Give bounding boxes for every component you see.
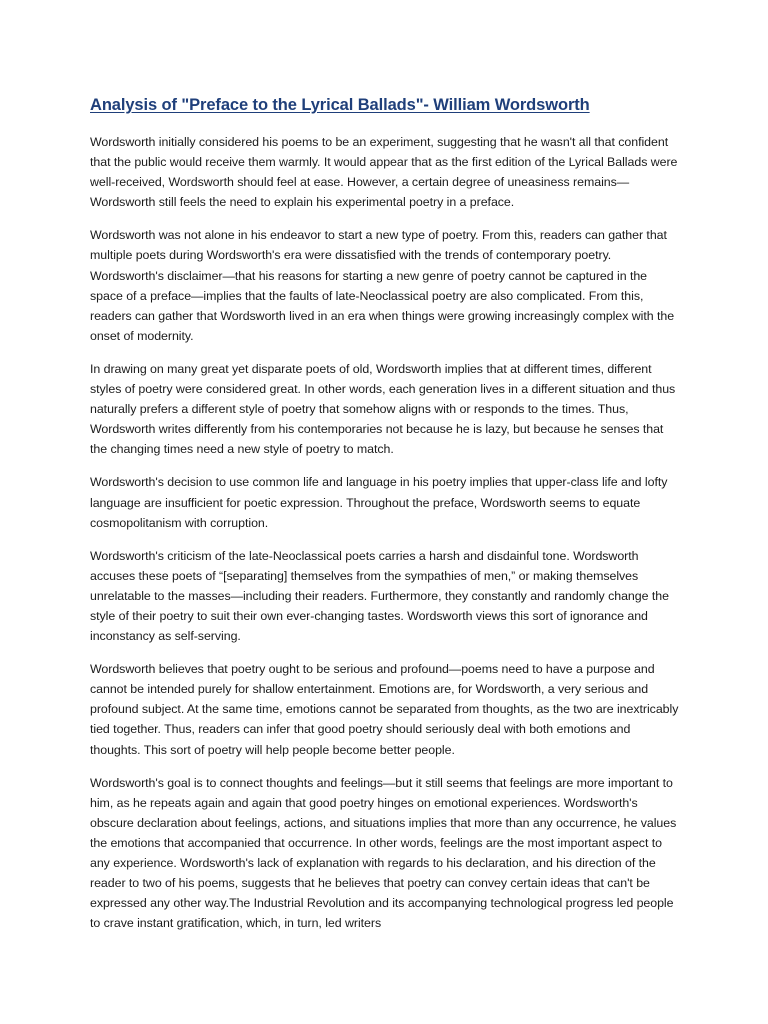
paragraph: Wordsworth believes that poetry ought to be serious and profound—poems need to have a purpose and cannot be intended purely for shallow entertainment. Emotions are, for Wordsworth, a very serious and profound subject. At the same time, emotions cannot be separated from thoughts, as the two are inextricably tied together. Thus, readers can infer that good poetry should seriously deal with both emotions and thoughts. This sort of poetry will help people become better people. bbox=[90, 662, 679, 757]
paragraph: In drawing on many great yet disparate poets of old, Wordsworth implies that at different times, different styles of poetry were considered great. In other words, each generation lives in a different situation and thus naturally prefers a different style of poetry that somehow aligns with or responds to the times. Thus, Wordsworth writes differently from his contemporaries not because he is lazy, but because he senses that the changing times need a new style of poetry to match. bbox=[90, 361, 676, 457]
paragraph: Wordsworth's criticism of the late-Neoclassical poets carries a harsh and disdainful tone. Wordsworth accuses these poets of “[separating] themselves from the sympathies of men,” or making themselves unrelatable to the masses—including their readers. Furthermore, they constantly and randomly change the style of their poetry to suit their own ever-changing tastes. Wordsworth views this sort of ignorance and inconstancy as self-serving. bbox=[90, 548, 669, 644]
document-title: Analysis of "Preface to the Lyrical Ballads"- William Wordsworth bbox=[90, 96, 590, 114]
document-body bbox=[90, 94, 680, 946]
paragraph: Wordsworth's decision to use common life and language in his poetry implies that upper-class life and lofty language are insufficient for poetic expression. Throughout the preface, Wordsworth seems to equate cosmopolitanism with corruption. bbox=[90, 475, 668, 530]
paragraph: Wordsworth's goal is to connect thoughts and feelings—but it still seems that feelings are more important to him, as he repeats again and again that good poetry hinges on emotional experiences. Wordsworth's obscure declaration about feelings, actions, and situations implies that more than any occurrence, he values the emotions that accompanied that occurrence. In other words, feelings are the most important aspect to any experience. Wordsworth's lack of explanation with regards to his declaration, and his direction of the reader to two of his poems, suggests that he believes that poetry can convey certain ideas that can't be expressed any other way.The Industrial Revolution and its accompanying technological progress led people to crave instant gratification, which, in turn, led writers bbox=[90, 775, 677, 931]
paragraph: Wordsworth initially considered his poems to be an experiment, suggesting that he wasn't all that confident that the public would receive them warmly. It would appear that as the first edition of the Lyrical Ballads were well-received, Wordsworth should feel at ease. However, a certain degree of uneasiness remains—Wordsworth still feels the need to explain his experimental poetry in a preface. bbox=[90, 135, 678, 210]
paragraph: Wordsworth was not alone in his endeavor to start a new type of poetry. From this, readers can gather that multiple poets during Wordsworth's era were dissatisfied with the trends of contemporary poetry. Wordsworth's disclaimer—that his reasons for starting a new genre of poetry cannot be captured in the space of a preface—implies that the faults of late-Neoclassical poetry are also complicated. From this, readers can gather that Wordsworth lived in an era when things were growing increasingly complex with the onset of modernity. bbox=[90, 228, 675, 343]
